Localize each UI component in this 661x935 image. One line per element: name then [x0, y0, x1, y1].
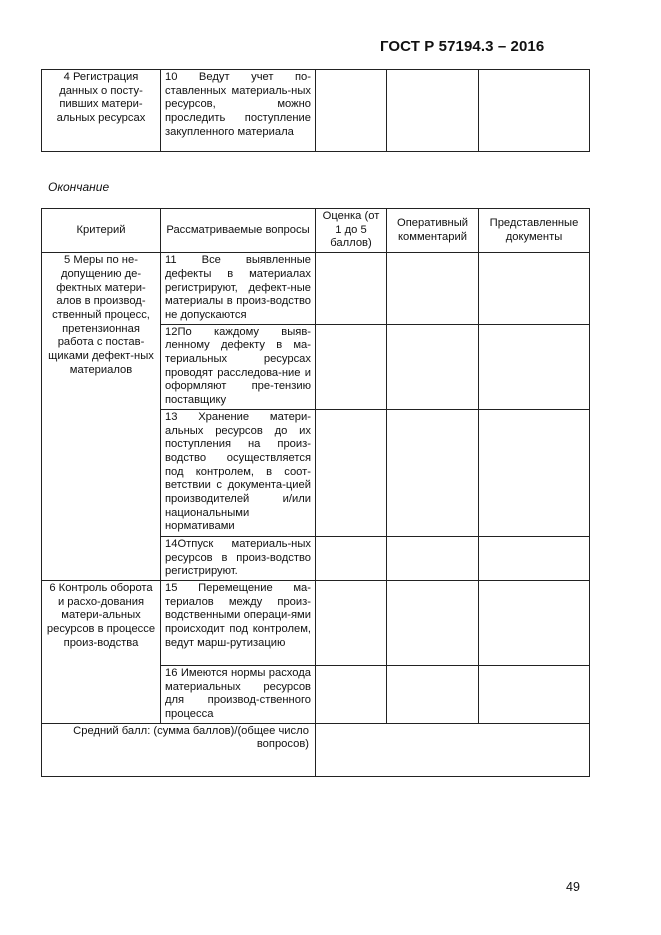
- question-cell: 14Отпуск материаль-ных ресурсов в произ-водство регистрируют.: [161, 536, 316, 580]
- total-row: [42, 723, 590, 776]
- table-row: [42, 70, 590, 152]
- table-row: [42, 253, 590, 325]
- score-cell: [316, 580, 387, 665]
- criterion-cell: 6 Контроль оборота и расхо-дования матери-альных ресурсов в процессе произ-водства: [42, 580, 161, 723]
- header-row: [42, 209, 590, 253]
- score-cell: [316, 324, 387, 409]
- question-cell: 12По каждому выяв-ленному дефекту в ма-териальных ресурсах проводят расследова-ние и оформляют пре-тензию поставщику: [161, 324, 316, 409]
- header-criterion: Критерий: [42, 209, 161, 253]
- average-score-value: [316, 723, 590, 776]
- question-cell: 13 Хранение матери-альных ресурсов до их поступления на произ-водство осуществляется под контролем, в соот-ветствии с документа-цией производителей и/или национальными нормативами: [161, 409, 316, 536]
- documents-cell: [479, 70, 590, 152]
- header-comment: Оперативный комментарий: [387, 209, 479, 253]
- documents-cell: [479, 536, 590, 580]
- score-cell: [316, 253, 387, 325]
- criterion-cell: 5 Меры по не-допущению де-фектных матери-алов в производ-ственный процесс, претензионная работа с постав-щиками дефект-ных материалов: [42, 253, 161, 581]
- documents-cell: [479, 324, 590, 409]
- question-cell: 10 Ведут учет по-ставленных материаль-ных ресурсов, можно проследить поступление закупленного материала: [161, 70, 316, 152]
- documents-cell: [479, 253, 590, 325]
- comment-cell: [387, 324, 479, 409]
- comment-cell: [387, 409, 479, 536]
- question-cell: 16 Имеются нормы расхода материальных ресурсов для производ-ственного процесса: [161, 665, 316, 723]
- score-cell: [316, 665, 387, 723]
- question-cell: 11 Все выявленные дефекты в материалах регистрируют, дефект-ные материалы в произ-водство не допускаются: [161, 253, 316, 325]
- main-table: [41, 208, 590, 777]
- page-number: 49: [566, 880, 580, 894]
- header-score: Оценка (от 1 до 5 баллов): [316, 209, 387, 253]
- question-cell: 15 Перемещение ма-териалов между произ-водственными операци-ями происходит под контролем, ведут марш-рутизацию: [161, 580, 316, 665]
- documents-cell: [479, 409, 590, 536]
- score-cell: [316, 70, 387, 152]
- comment-cell: [387, 665, 479, 723]
- average-score-label: Средний балл: (сумма баллов)/(общее число вопросов): [42, 723, 316, 776]
- documents-cell: [479, 580, 590, 665]
- header-documents: Представленные документы: [479, 209, 590, 253]
- header-questions: Рассматриваемые вопросы: [161, 209, 316, 253]
- comment-cell: [387, 253, 479, 325]
- table-row: [42, 580, 590, 665]
- document-code: ГОСТ Р 57194.3 – 2016: [380, 38, 545, 55]
- comment-cell: [387, 580, 479, 665]
- score-cell: [316, 409, 387, 536]
- comment-cell: [387, 536, 479, 580]
- top-table: [41, 69, 590, 152]
- comment-cell: [387, 70, 479, 152]
- criterion-cell: 4 Регистрация данных о посту-пивших матери-альных ресурсах: [42, 70, 161, 152]
- documents-cell: [479, 665, 590, 723]
- continuation-label: Окончание: [48, 180, 110, 194]
- score-cell: [316, 536, 387, 580]
